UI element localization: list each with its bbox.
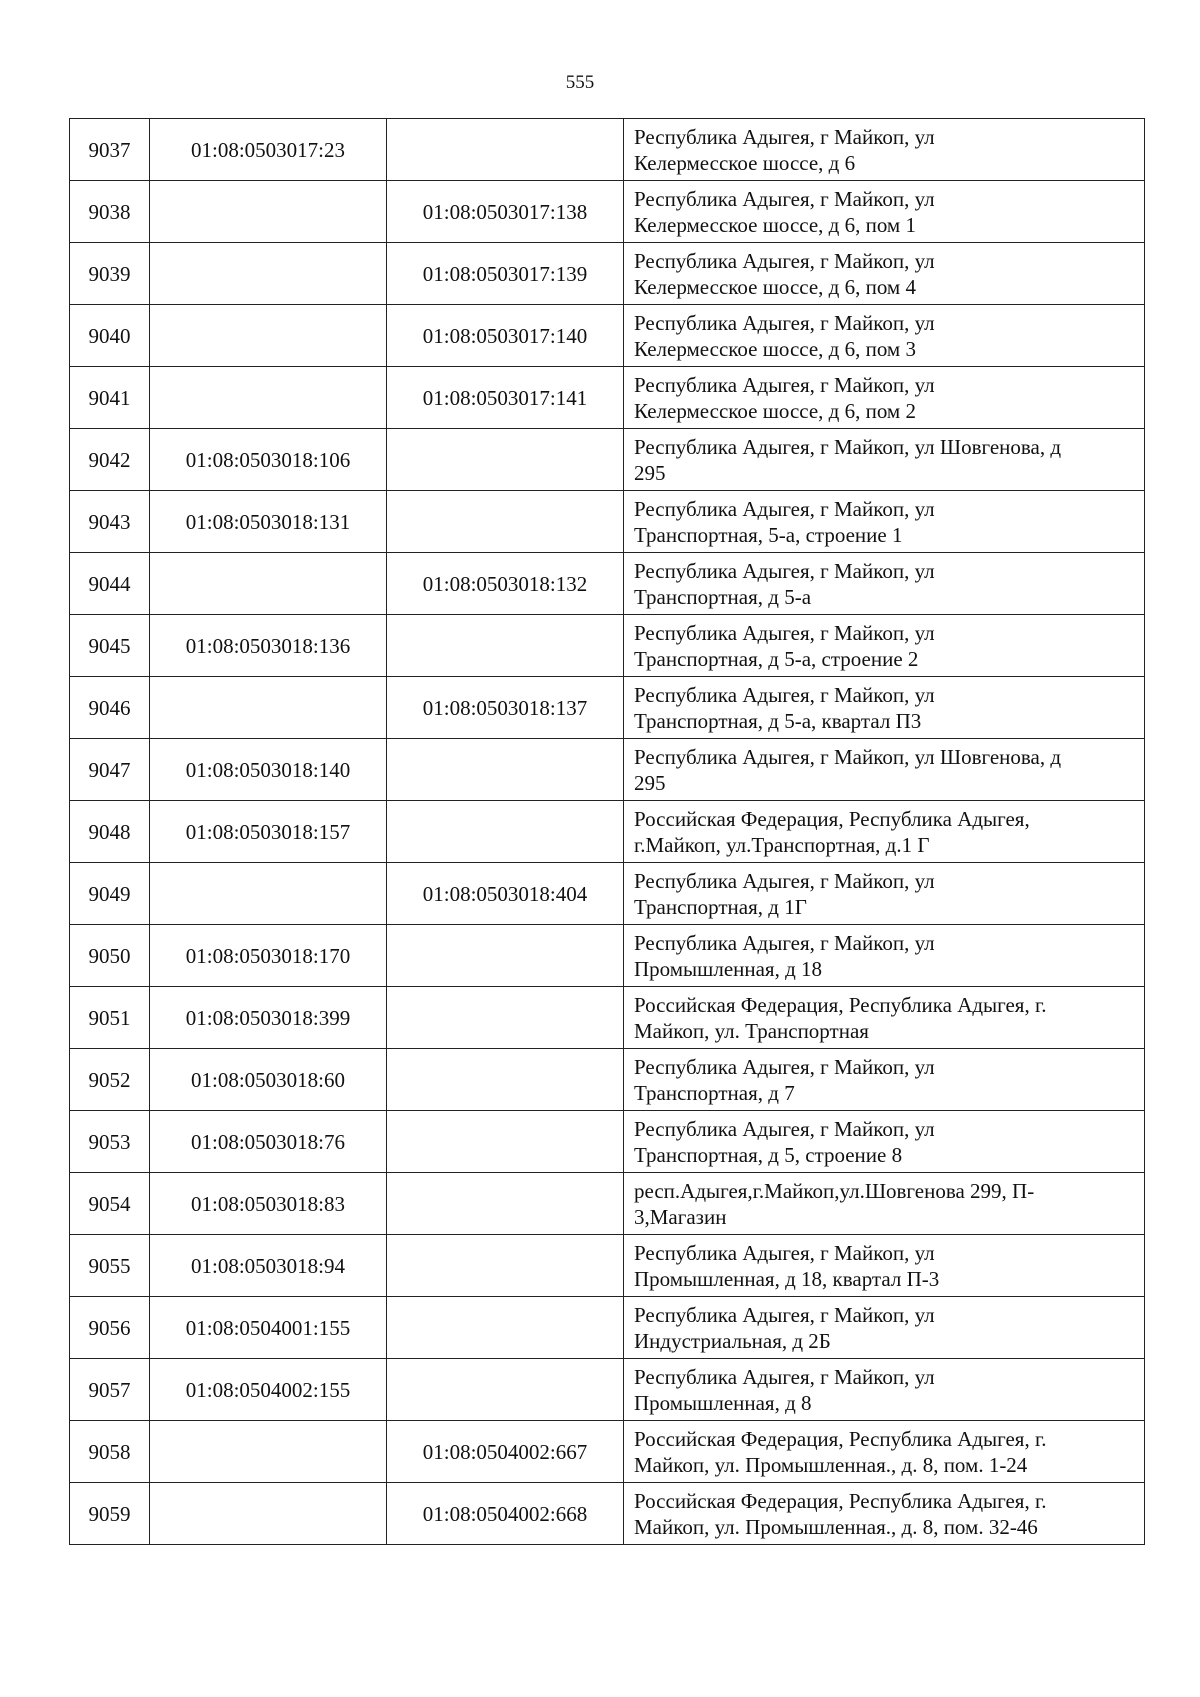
table-row xyxy=(70,615,1145,677)
address-cell xyxy=(624,367,1145,429)
land-cadastral-cell: 01:08:0503018:131 xyxy=(150,491,387,553)
building-cadastral-cell: 01:08:0503018:404 xyxy=(387,863,624,925)
land-cadastral-cell: 01:08:0503018:399 xyxy=(150,987,387,1049)
row-number-cell: 9053 xyxy=(70,1111,150,1173)
table-row xyxy=(70,243,1145,305)
land-cadastral-cell: 01:08:0503017:23 xyxy=(150,119,387,181)
table-row xyxy=(70,305,1145,367)
building-cadastral-cell xyxy=(387,1111,624,1173)
address-cell xyxy=(624,1359,1145,1421)
table-row xyxy=(70,987,1145,1049)
registry-table xyxy=(69,118,1145,1545)
address-line-2: Майкоп, ул. Промышленная., д. 8, пом. 1-24 xyxy=(634,1452,1028,1477)
address-line-1: Российская Федерация, Республика Адыгея, г. xyxy=(634,992,1047,1017)
row-number-cell: 9039 xyxy=(70,243,150,305)
row-number-cell: 9043 xyxy=(70,491,150,553)
row-number-cell: 9049 xyxy=(70,863,150,925)
address-line-1: Республика Адыгея, г Майкоп, ул xyxy=(634,248,935,273)
address-line-1: Республика Адыгея, г Майкоп, ул xyxy=(634,620,935,645)
address-cell xyxy=(624,987,1145,1049)
row-number-cell: 9051 xyxy=(70,987,150,1049)
address-line-1: Республика Адыгея, г Майкоп, ул xyxy=(634,1240,935,1265)
table-row xyxy=(70,553,1145,615)
row-number-cell: 9058 xyxy=(70,1421,150,1483)
building-cadastral-cell xyxy=(387,429,624,491)
address-line-1: Республика Адыгея, г Майкоп, ул xyxy=(634,124,935,149)
table-row xyxy=(70,119,1145,181)
table-row xyxy=(70,739,1145,801)
building-cadastral-cell xyxy=(387,491,624,553)
row-number-cell: 9059 xyxy=(70,1483,150,1545)
land-cadastral-cell: 01:08:0503018:83 xyxy=(150,1173,387,1235)
table-row xyxy=(70,1359,1145,1421)
address-line-2: Келермесское шоссе, д 6, пом 2 xyxy=(634,398,916,423)
building-cadastral-cell xyxy=(387,119,624,181)
address-line-2: Индустриальная, д 2Б xyxy=(634,1328,831,1353)
row-number-cell: 9056 xyxy=(70,1297,150,1359)
address-cell xyxy=(624,305,1145,367)
table-row xyxy=(70,863,1145,925)
address-line-2: Майкоп, ул. Промышленная., д. 8, пом. 32-46 xyxy=(634,1514,1038,1539)
table-row xyxy=(70,181,1145,243)
address-line-2: Транспортная, д 5-а, квартал П3 xyxy=(634,708,922,733)
row-number-cell: 9040 xyxy=(70,305,150,367)
land-cadastral-cell: 01:08:0503018:170 xyxy=(150,925,387,987)
building-cadastral-cell xyxy=(387,801,624,863)
row-number-cell: 9038 xyxy=(70,181,150,243)
address-cell xyxy=(624,863,1145,925)
address-cell xyxy=(624,1483,1145,1545)
building-cadastral-cell xyxy=(387,1297,624,1359)
address-cell xyxy=(624,739,1145,801)
address-line-1: Республика Адыгея, г Майкоп, ул Шовгенова, д xyxy=(634,744,1062,769)
building-cadastral-cell: 01:08:0503018:132 xyxy=(387,553,624,615)
table-row xyxy=(70,677,1145,739)
building-cadastral-cell: 01:08:0503017:138 xyxy=(387,181,624,243)
building-cadastral-cell: 01:08:0503017:141 xyxy=(387,367,624,429)
address-cell xyxy=(624,1049,1145,1111)
land-cadastral-cell xyxy=(150,553,387,615)
building-cadastral-cell xyxy=(387,739,624,801)
address-cell xyxy=(624,925,1145,987)
table-row xyxy=(70,1235,1145,1297)
land-cadastral-cell xyxy=(150,1483,387,1545)
building-cadastral-cell xyxy=(387,1049,624,1111)
address-line-1: Республика Адыгея, г Майкоп, ул Шовгенова, д xyxy=(634,434,1062,459)
table-body xyxy=(70,119,1145,1545)
building-cadastral-cell xyxy=(387,615,624,677)
address-cell xyxy=(624,181,1145,243)
address-line-2: Промышленная, д 18 xyxy=(634,956,823,981)
address-cell xyxy=(624,553,1145,615)
land-cadastral-cell: 01:08:0503018:157 xyxy=(150,801,387,863)
address-line-1: респ.Адыгея,г.Майкоп,ул.Шовгенова 299, П- xyxy=(634,1178,1035,1203)
address-line-1: Республика Адыгея, г Майкоп, ул xyxy=(634,682,935,707)
address-line-1: Республика Адыгея, г Майкоп, ул xyxy=(634,1302,935,1327)
address-line-1: Республика Адыгея, г Майкоп, ул xyxy=(634,310,935,335)
land-cadastral-cell: 01:08:0504001:155 xyxy=(150,1297,387,1359)
building-cadastral-cell xyxy=(387,1235,624,1297)
address-line-2: Транспортная, д 7 xyxy=(634,1080,795,1105)
land-cadastral-cell xyxy=(150,1421,387,1483)
address-line-2: Транспортная, д 5, строение 8 xyxy=(634,1142,903,1167)
table-row xyxy=(70,1173,1145,1235)
address-cell xyxy=(624,615,1145,677)
address-line-1: Республика Адыгея, г Майкоп, ул xyxy=(634,372,935,397)
table-row xyxy=(70,1421,1145,1483)
address-cell xyxy=(624,491,1145,553)
address-line-1: Республика Адыгея, г Майкоп, ул xyxy=(634,930,935,955)
row-number-cell: 9041 xyxy=(70,367,150,429)
table-row xyxy=(70,1049,1145,1111)
address-line-2: Келермесское шоссе, д 6, пом 3 xyxy=(634,336,916,361)
address-line-1: Республика Адыгея, г Майкоп, ул xyxy=(634,186,935,211)
address-line-1: Российская Федерация, Республика Адыгея, xyxy=(634,806,1030,831)
row-number-cell: 9054 xyxy=(70,1173,150,1235)
address-line-2: Транспортная, 5-а, строение 1 xyxy=(634,522,903,547)
address-cell xyxy=(624,801,1145,863)
building-cadastral-cell: 01:08:0504002:667 xyxy=(387,1421,624,1483)
address-line-2: г.Майкоп, ул.Транспортная, д.1 Г xyxy=(634,832,930,857)
address-line-1: Республика Адыгея, г Майкоп, ул xyxy=(634,496,935,521)
table-row xyxy=(70,1483,1145,1545)
land-cadastral-cell xyxy=(150,181,387,243)
address-line-1: Республика Адыгея, г Майкоп, ул xyxy=(634,1054,935,1079)
row-number-cell: 9037 xyxy=(70,119,150,181)
address-line-2: Промышленная, д 8 xyxy=(634,1390,812,1415)
table-row xyxy=(70,925,1145,987)
building-cadastral-cell: 01:08:0503017:140 xyxy=(387,305,624,367)
address-line-2: Майкоп, ул. Транспортная xyxy=(634,1018,869,1043)
row-number-cell: 9052 xyxy=(70,1049,150,1111)
address-line-2: Келермесское шоссе, д 6 xyxy=(634,150,856,175)
address-line-1: Российская Федерация, Республика Адыгея, г. xyxy=(634,1426,1047,1451)
address-line-2: 295 xyxy=(634,770,666,795)
page-number: 555 xyxy=(565,72,595,93)
land-cadastral-cell: 01:08:0503018:106 xyxy=(150,429,387,491)
table-row xyxy=(70,801,1145,863)
address-line-2: Транспортная, д 5-а, строение 2 xyxy=(634,646,919,671)
address-line-2: 295 xyxy=(634,460,666,485)
land-cadastral-cell: 01:08:0504002:155 xyxy=(150,1359,387,1421)
row-number-cell: 9047 xyxy=(70,739,150,801)
address-line-2: Келермесское шоссе, д 6, пом 4 xyxy=(634,274,916,299)
row-number-cell: 9044 xyxy=(70,553,150,615)
address-cell xyxy=(624,1235,1145,1297)
row-number-cell: 9048 xyxy=(70,801,150,863)
land-cadastral-cell xyxy=(150,367,387,429)
address-cell xyxy=(624,243,1145,305)
address-line-1: Республика Адыгея, г Майкоп, ул xyxy=(634,1364,935,1389)
land-cadastral-cell: 01:08:0503018:94 xyxy=(150,1235,387,1297)
address-cell xyxy=(624,1297,1145,1359)
land-cadastral-cell xyxy=(150,305,387,367)
building-cadastral-cell: 01:08:0503017:139 xyxy=(387,243,624,305)
address-line-1: Республика Адыгея, г Майкоп, ул xyxy=(634,558,935,583)
row-number-cell: 9050 xyxy=(70,925,150,987)
building-cadastral-cell: 01:08:0504002:668 xyxy=(387,1483,624,1545)
row-number-cell: 9046 xyxy=(70,677,150,739)
table-row xyxy=(70,367,1145,429)
row-number-cell: 9045 xyxy=(70,615,150,677)
address-line-1: Республика Адыгея, г Майкоп, ул xyxy=(634,868,935,893)
land-cadastral-cell: 01:08:0503018:76 xyxy=(150,1111,387,1173)
table-row xyxy=(70,429,1145,491)
land-cadastral-cell: 01:08:0503018:60 xyxy=(150,1049,387,1111)
land-cadastral-cell xyxy=(150,243,387,305)
address-cell xyxy=(624,429,1145,491)
table-row xyxy=(70,491,1145,553)
address-line-1: Республика Адыгея, г Майкоп, ул xyxy=(634,1116,935,1141)
table-row xyxy=(70,1297,1145,1359)
table-row xyxy=(70,1111,1145,1173)
address-line-2: Промышленная, д 18, квартал П-3 xyxy=(634,1266,940,1291)
address-cell xyxy=(624,1111,1145,1173)
building-cadastral-cell xyxy=(387,987,624,1049)
address-cell xyxy=(624,1421,1145,1483)
building-cadastral-cell xyxy=(387,925,624,987)
address-cell xyxy=(624,677,1145,739)
building-cadastral-cell xyxy=(387,1359,624,1421)
address-line-2: 3,Магазин xyxy=(634,1204,727,1229)
building-cadastral-cell: 01:08:0503018:137 xyxy=(387,677,624,739)
row-number-cell: 9042 xyxy=(70,429,150,491)
land-cadastral-cell xyxy=(150,677,387,739)
land-cadastral-cell: 01:08:0503018:136 xyxy=(150,615,387,677)
land-cadastral-cell xyxy=(150,863,387,925)
row-number-cell: 9057 xyxy=(70,1359,150,1421)
row-number-cell: 9055 xyxy=(70,1235,150,1297)
address-cell xyxy=(624,119,1145,181)
address-cell xyxy=(624,1173,1145,1235)
address-line-2: Келермесское шоссе, д 6, пом 1 xyxy=(634,212,916,237)
address-line-1: Российская Федерация, Республика Адыгея, г. xyxy=(634,1488,1047,1513)
address-line-2: Транспортная, д 5-а xyxy=(634,584,812,609)
address-line-2: Транспортная, д 1Г xyxy=(634,894,807,919)
land-cadastral-cell: 01:08:0503018:140 xyxy=(150,739,387,801)
building-cadastral-cell xyxy=(387,1173,624,1235)
